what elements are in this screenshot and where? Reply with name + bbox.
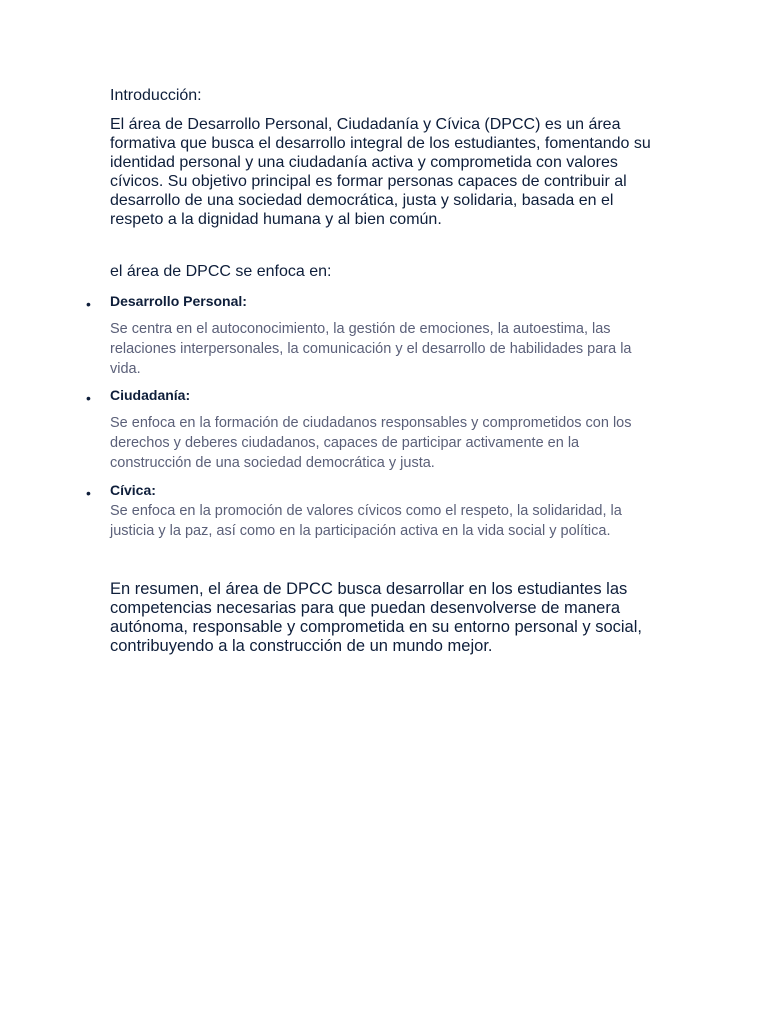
list-item-title: Cívica:: [110, 482, 156, 498]
intro-heading: Introducción:: [110, 87, 202, 104]
list-item-description: Se enfoca en la promoción de valores cívicos como el respeto, la solidaridad, la justicia y la paz, así como en la participación activa en la vida social y política.: [110, 503, 622, 539]
list-item-title: Ciudadanía:: [110, 387, 191, 403]
list-item-title: Desarrollo Personal:: [110, 293, 247, 309]
bullet-icon: •: [86, 485, 91, 501]
bullet-icon: •: [86, 390, 91, 406]
intro-paragraph: El área de Desarrollo Personal, Ciudadanía y Cívica (DPCC) es un área formativa que busca el desarrollo integral de los estudiantes, fomentando su identidad personal y una ciudadanía activa y comprometida con valores cívicos. Su objetivo principal es formar personas capaces de contribuir al desarrollo de una sociedad democrática, justa y solidaria, basada en el respeto a la dignidad humana y al bien común.: [110, 116, 651, 228]
bullet-icon: •: [86, 296, 91, 312]
focus-lead-text: el área de DPCC se enfoca en:: [110, 263, 332, 280]
list-item-description: Se centra en el autoconocimiento, la gestión de emociones, la autoestima, las relaciones interpersonales, la comunicación y el desarrollo de habilidades para la vida.: [110, 321, 632, 377]
summary-paragraph: En resumen, el área de DPCC busca desarrollar en los estudiantes las competencias necesarias para que puedan desenvolverse de manera autónoma, responsable y comprometida en su entorno personal y social, contribuyendo a la construcción de un mundo mejor.: [110, 580, 642, 655]
list-item-description: Se enfoca en la formación de ciudadanos responsables y comprometidos con los derechos y deberes ciudadanos, capaces de participar activamente en la construcción de una sociedad democrática y justa.: [110, 415, 632, 471]
